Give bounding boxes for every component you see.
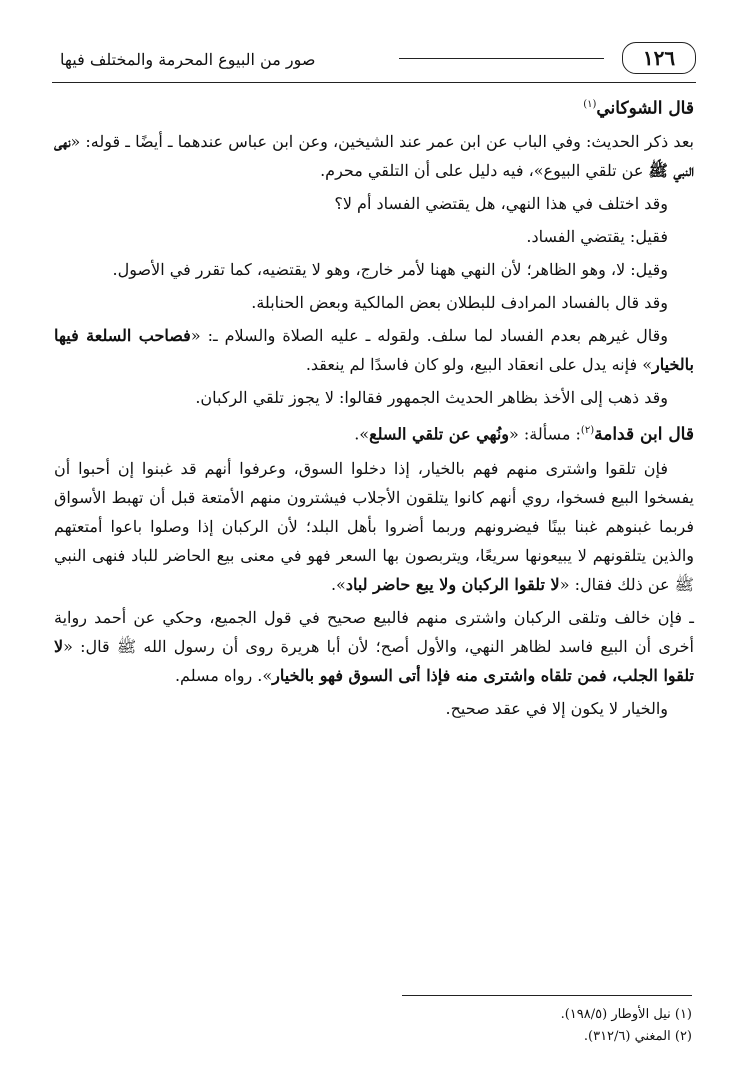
header-divider xyxy=(399,58,604,59)
header-rule xyxy=(52,82,696,83)
paragraph: والخيار لا يكون إلا في عقد صحيح. xyxy=(445,698,668,718)
heading-text: قال ابن قدامة xyxy=(594,424,694,445)
footnote-2: (٢) المغني (٣١٢/٦). xyxy=(583,1029,692,1044)
page-header xyxy=(52,40,696,86)
paragraph xyxy=(54,127,694,185)
paragraph xyxy=(54,603,694,690)
paragraph xyxy=(54,454,694,599)
bold-text: ونُهي عن تلقي السلع xyxy=(369,424,509,444)
paragraph: وقد ذهب إلى الأخذ بظاهر الحديث الجمهور فقالوا: لا يجوز تلقي الركبان. xyxy=(195,388,668,408)
text: فإن تلقوا واشترى منهم فهم بالخيار، إذا دخلوا السوق، وعرفوا أنهم قد غبنوا إن أحبوا أن يفسخوا البيع فسخوا، روي أنهم كانوا يتلقون الأجلاب فيشترون منهم الأمتعة قبل أن تهبط الأسواق فربما غبنوهم غبنا بينًا فيضرونهم وربما أضروا بأهل البلد؛ لأن الركبان إذا وصلوا باعوا أمتعتهم والذين يتلقونهم لا يبيعونها سريعًا، ويتربصون بها السعر فهو في معنى بيع الحاضر للباد فنهى النبي ﷺ عن ذلك فقال: « xyxy=(54,458,694,594)
page-body xyxy=(54,90,694,727)
paragraph: وقد قال بالفساد المرادف للبطلان بعض المالكية وبعض الحنابلة. xyxy=(251,293,668,313)
text: ». رواه مسلم. xyxy=(174,665,273,685)
running-title: صور من البيوع المحرمة والمختلف فيها xyxy=(60,50,316,69)
paragraph xyxy=(54,321,694,379)
text: » فإنه يدل على انعقاد البيع، ولو كان فاسدًا لم ينعقد. xyxy=(305,355,653,375)
page-number: ١٢٦ xyxy=(622,42,696,74)
text: ـ فإن خالف وتلقى الركبان واشترى منهم فالبيع صحيح في قول الجميع، وحكي عن أحمد رواية أخرى أن البيع فاسد لظاهر النهي، والأول أصح؛ لأن أبا هريرة روى أن رسول الله ﷺ قال: « xyxy=(54,607,695,656)
paragraph: فقيل: يقتضي الفساد. xyxy=(526,227,668,247)
paragraph: وقد اختلف في هذا النهي، هل يقتضي الفساد أم لا؟ xyxy=(334,194,668,214)
text: : مسألة: « xyxy=(509,424,581,444)
paragraph: وقيل: لا، وهو الظاهر؛ لأن النهي ههنا لأمر خارج، وهو لا يقتضيه، كما تقرر في الأصول. xyxy=(112,260,668,280)
text: ». xyxy=(354,424,370,444)
footnote-ref-1: (١) xyxy=(583,99,597,110)
footnotes xyxy=(292,1004,692,1048)
bold-text: نهى النبي ﷺ xyxy=(54,132,694,181)
section-heading-ibn-qudamah xyxy=(54,416,694,449)
section-heading-shawkani xyxy=(54,90,694,123)
heading-text: قال الشوكاني xyxy=(596,98,694,119)
bold-text: لا تلقوا الركبان ولا يبع حاضر لباد xyxy=(345,574,560,594)
text: ». xyxy=(330,574,346,594)
text: عن تلقي البيوع»، فيه دليل على أن التلقي محرم. xyxy=(320,161,649,181)
text: وقال غيرهم بعدم الفساد لما سلف. ولقوله ـ عليه الصلاة والسلام ـ: « xyxy=(190,326,668,346)
bold-text: فصاحب السلعة فيها بالخيار xyxy=(54,326,694,375)
footnote-1: (١) نيل الأوطار (١٩٨/٥). xyxy=(560,1007,692,1022)
text: بعد ذكر الحديث: وفي الباب عن ابن عمر عند الشيخين، وعن ابن عباس عندهما ـ أيضًا ـ قوله: « xyxy=(70,132,694,152)
bold-text: لا تلقوا الجلب، فمن تلقاه واشترى منه فإذا أتى السوق فهو بالخيار xyxy=(54,636,694,685)
footnote-rule xyxy=(402,995,692,996)
footnote-ref-2: (٢) xyxy=(580,425,595,437)
